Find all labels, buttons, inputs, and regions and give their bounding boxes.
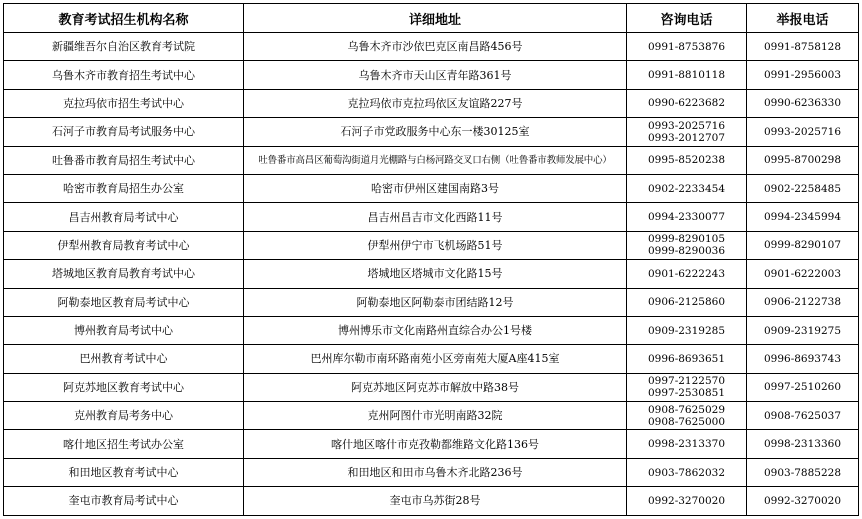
report-phone-cell: 0902-2258485 (747, 174, 859, 202)
agency-name-cell: 石河子市教育局考试服务中心 (4, 118, 244, 146)
consult-phone-number: 0993-2012707 (647, 131, 726, 144)
table-row (4, 260, 859, 288)
address-cell: 奎屯市乌苏街28号 (244, 487, 627, 515)
report-phone-cell: 0995-8700298 (747, 146, 859, 174)
consult-phone-cell (627, 146, 747, 174)
consult-phone-cell (627, 288, 747, 316)
address-cell: 克州阿图什市光明南路32院 (244, 402, 627, 430)
address-cell: 阿勒泰地区阿勒泰市团结路12号 (244, 288, 627, 316)
consult-phone-number: 0997-2530851 (647, 387, 726, 400)
table-row (4, 345, 859, 373)
exam-agency-table (3, 3, 859, 516)
agency-name-cell: 阿勒泰地区教育局考试中心 (4, 288, 244, 316)
table-row (4, 316, 859, 344)
consult-phone-number: 0995-8520238 (647, 154, 726, 167)
consult-phone-cell (627, 33, 747, 61)
agency-name-cell: 喀什地区招生考试办公室 (4, 430, 244, 458)
agency-name-cell: 奎屯市教育局考试中心 (4, 487, 244, 515)
report-phone-cell: 0991-2956003 (747, 61, 859, 89)
agency-name-cell: 昌吉州教育局考试中心 (4, 203, 244, 231)
table-row (4, 174, 859, 202)
table-row (4, 118, 859, 146)
table-row (4, 402, 859, 430)
consult-phone-number: 0908-7625029 (647, 403, 726, 416)
consult-phone-cell (627, 402, 747, 430)
consult-phone-cell (627, 203, 747, 231)
header-agency-name: 教育考试招生机构名称 (4, 4, 244, 33)
consult-phone-cell (627, 458, 747, 486)
consult-phone-number: 0901-6222243 (647, 267, 726, 280)
report-phone-cell: 0997-2510260 (747, 373, 859, 401)
table-row (4, 430, 859, 458)
table-row (4, 89, 859, 117)
consult-phone-number: 0999-8290105 (647, 233, 726, 246)
address-cell: 伊犁州伊宁市飞机场路51号 (244, 231, 627, 259)
consult-phone-number: 0998-2313370 (647, 438, 726, 451)
agency-name-cell: 博州教育局考试中心 (4, 316, 244, 344)
agency-name-cell: 伊犁州教育局教育考试中心 (4, 231, 244, 259)
report-phone-cell: 0991-8758128 (747, 33, 859, 61)
address-cell: 克拉玛依市克拉玛依区友谊路227号 (244, 89, 627, 117)
agency-name-cell: 塔城地区教育局教育考试中心 (4, 260, 244, 288)
consult-phone-number: 0902-2233454 (647, 182, 726, 195)
report-phone-cell: 0908-7625037 (747, 402, 859, 430)
agency-name-cell: 新疆维吾尔自治区教育考试院 (4, 33, 244, 61)
header-consult-phone: 咨询电话 (627, 4, 747, 33)
address-cell: 哈密市伊州区建国南路3号 (244, 174, 627, 202)
consult-phone-number: 0997-2122570 (647, 375, 726, 388)
address-cell: 博州博乐市文化南路州直综合办公1号楼 (244, 316, 627, 344)
consult-phone-cell (627, 487, 747, 515)
table-row (4, 33, 859, 61)
table-row (4, 288, 859, 316)
consult-phone-number: 0906-2125860 (647, 296, 726, 309)
consult-phone-number: 0990-6223682 (647, 97, 726, 110)
table-header-row (4, 4, 859, 33)
consult-phone-cell (627, 430, 747, 458)
address-cell: 昌吉州昌吉市文化西路11号 (244, 203, 627, 231)
consult-phone-number: 0996-8693651 (647, 352, 726, 365)
address-cell: 乌鲁木齐市沙依巴克区南昌路456号 (244, 33, 627, 61)
header-report-phone: 举报电话 (747, 4, 859, 33)
table-row (4, 373, 859, 401)
report-phone-cell: 0999-8290107 (747, 231, 859, 259)
report-phone-cell: 0906-2122738 (747, 288, 859, 316)
address-cell: 阿克苏地区阿克苏市解放中路38号 (244, 373, 627, 401)
address-cell: 巴州库尔勒市南环路南苑小区旁南苑大厦A座415室 (244, 345, 627, 373)
agency-name-cell: 巴州教育考试中心 (4, 345, 244, 373)
table-row (4, 146, 859, 174)
consult-phone-number: 0909-2319285 (647, 324, 726, 337)
consult-phone-number: 0992-3270020 (647, 494, 726, 507)
agency-name-cell: 阿克苏地区教育考试中心 (4, 373, 244, 401)
agency-name-cell: 吐鲁番市教育局招生考试中心 (4, 146, 244, 174)
consult-phone-cell (627, 373, 747, 401)
report-phone-cell: 0903-7885228 (747, 458, 859, 486)
address-cell: 喀什地区喀什市克孜勒都维路文化路136号 (244, 430, 627, 458)
consult-phone-number: 0991-8810118 (647, 69, 726, 82)
consult-phone-cell (627, 260, 747, 288)
table-row (4, 61, 859, 89)
consult-phone-cell (627, 316, 747, 344)
address-cell: 吐鲁番市高昌区葡萄沟街道月光棚路与白杨河路交叉口右侧（吐鲁番市教师发展中心） (244, 146, 627, 174)
table-body (4, 33, 859, 516)
consult-phone-cell (627, 118, 747, 146)
report-phone-cell: 0909-2319275 (747, 316, 859, 344)
consult-phone-number: 0993-2025716 (647, 119, 726, 132)
report-phone-cell: 0990-6236330 (747, 89, 859, 117)
address-cell: 和田地区和田市乌鲁木齐北路236号 (244, 458, 627, 486)
address-cell: 塔城地区塔城市文化路15号 (244, 260, 627, 288)
consult-phone-cell (627, 174, 747, 202)
report-phone-cell: 0998-2313360 (747, 430, 859, 458)
consult-phone-cell (627, 231, 747, 259)
consult-phone-number: 0999-8290036 (647, 245, 726, 258)
agency-name-cell: 克拉玛依市招生考试中心 (4, 89, 244, 117)
consult-phone-cell (627, 345, 747, 373)
consult-phone-number: 0908-7625000 (647, 415, 726, 428)
table-row (4, 458, 859, 486)
agency-name-cell: 和田地区教育考试中心 (4, 458, 244, 486)
table-row (4, 231, 859, 259)
consult-phone-number: 0991-8753876 (647, 40, 726, 53)
consult-phone-cell (627, 89, 747, 117)
agency-name-cell: 克州教育局考务中心 (4, 402, 244, 430)
header-address: 详细地址 (244, 4, 627, 33)
address-cell: 乌鲁木齐市天山区青年路361号 (244, 61, 627, 89)
report-phone-cell: 0992-3270020 (747, 487, 859, 515)
consult-phone-cell (627, 61, 747, 89)
report-phone-cell: 0996-8693743 (747, 345, 859, 373)
address-cell: 石河子市党政服务中心东一楼30125室 (244, 118, 627, 146)
table-row (4, 203, 859, 231)
consult-phone-number: 0994-2330077 (647, 211, 726, 224)
report-phone-cell: 0993-2025716 (747, 118, 859, 146)
table-row (4, 487, 859, 515)
agency-name-cell: 乌鲁木齐市教育招生考试中心 (4, 61, 244, 89)
report-phone-cell: 0901-6222003 (747, 260, 859, 288)
agency-name-cell: 哈密市教育局招生办公室 (4, 174, 244, 202)
report-phone-cell: 0994-2345994 (747, 203, 859, 231)
consult-phone-number: 0903-7862032 (647, 466, 726, 479)
